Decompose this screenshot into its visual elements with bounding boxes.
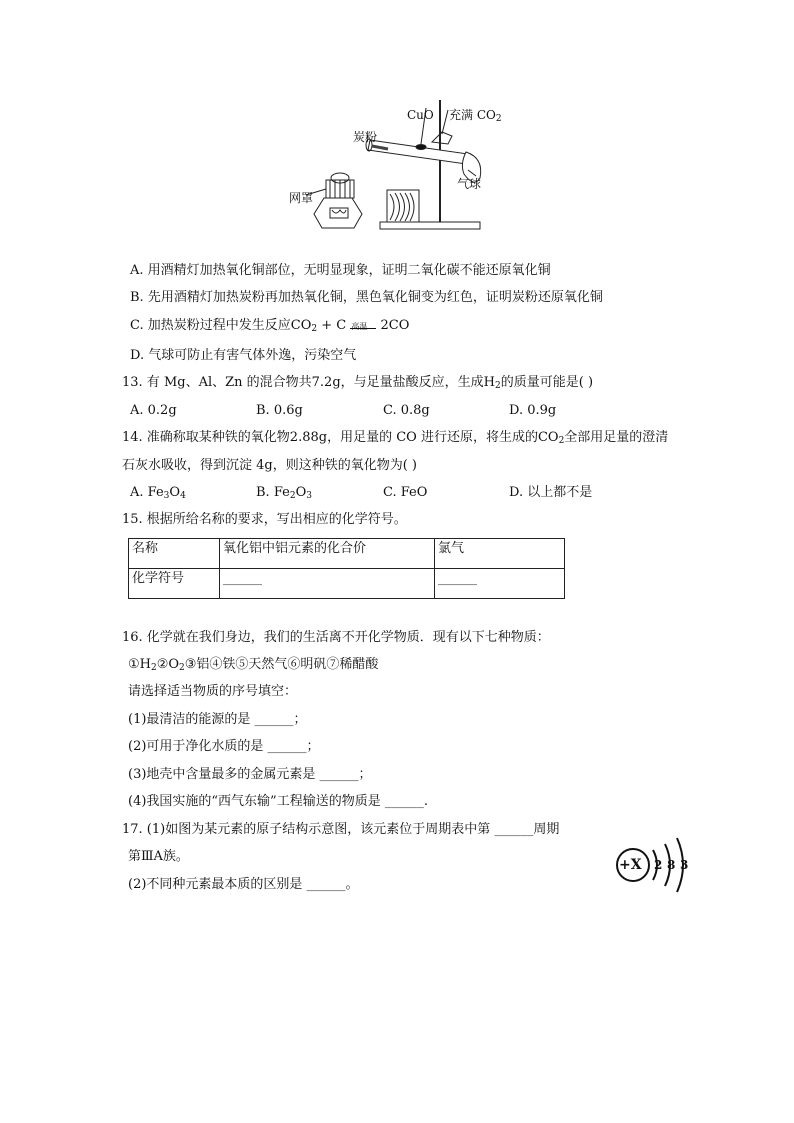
- label-balloon: 气球: [457, 177, 482, 191]
- atom-shell-2-electrons: 8: [667, 858, 676, 872]
- q13-option-a: A. 0.2g: [130, 403, 177, 418]
- q12-option-a: A. 用酒精灯加热氧化铜部位，无明显现象，证明二氧化碳不能还原氧化铜: [130, 263, 551, 278]
- q15-table: [128, 538, 565, 599]
- answer-blank[interactable]: ______: [435, 569, 565, 599]
- q16-part-3: (3)地壳中含量最多的金属元素是 ______；: [128, 767, 372, 782]
- table-row: [129, 569, 565, 599]
- q17-part-1-line2: 第ⅢA族。: [128, 849, 189, 864]
- table-header-cell: 氯气: [435, 539, 565, 569]
- q14-option-a: A. $Fe_3O_4$: [130, 485, 186, 501]
- answer-blank[interactable]: ______: [220, 569, 435, 599]
- q16-substances: $①H_2②O_2③$铝④铁⑤天然气⑥明矾⑦稀醋酸: [128, 657, 379, 673]
- table-row: [129, 539, 565, 569]
- q14-stem-line2: 石灰水吸收，得到沉淀 4g，则这种铁的氧化物为( ): [122, 458, 418, 473]
- atom-shell-3-electrons: 3: [680, 858, 689, 872]
- table-header-cell: 氧化铝中铝元素的化合价: [220, 539, 435, 569]
- q13-stem: 13. 有 Mg、Al、Zn 的混合物共7.2g，与足量盐酸反应，生成$H_2$的质量可能是( ): [122, 375, 594, 391]
- label-net-cover: 网罩: [289, 191, 314, 205]
- q12-option-d: D. 气球可防止有害气体外逸，污染空气: [130, 348, 357, 363]
- q16-part-4: (4)我国实施的“西气东输”工程输送的物质是 ______.: [128, 794, 428, 809]
- q13-option-c: C. 0.8g: [383, 403, 430, 418]
- q16-part-1: (1)最清洁的能源的是 ______；: [128, 712, 307, 727]
- table-header-cell: 名称: [129, 539, 220, 569]
- label-carbon-powder: 炭粉: [353, 130, 378, 144]
- q16-instruction: 请选择适当物质的序号填空：: [128, 684, 298, 699]
- q15-stem: 15. 根据所给名称的要求，写出相应的化学符号。: [122, 512, 407, 527]
- label-co2: 充满 $CO_2$: [449, 108, 502, 124]
- q12-option-b: B. 先用酒精灯加热炭粉再加热氧化铜，黑色氧化铜变为红色，证明炭粉还原氧化铜: [130, 290, 603, 305]
- q12-option-c: C. 加热炭粉过程中发生反应$CO_2 + C$ 高温 2CO: [130, 318, 410, 334]
- q17-part-2: (2)不同种元素最本质的区别是 ______。: [128, 877, 359, 892]
- atom-nucleus: +X: [619, 857, 642, 873]
- q14-option-c: C. FeO: [383, 485, 428, 500]
- q13-option-d: D. 0.9g: [509, 403, 557, 418]
- q16-part-2: (2)可用于净化水质的是 ______；: [128, 739, 320, 754]
- atom-shell-1-electrons: 2: [654, 858, 663, 872]
- q14-option-d: D. 以上都不是: [509, 485, 593, 500]
- q13-option-b: B. 0.6g: [256, 403, 303, 418]
- label-cuo: CuO: [407, 108, 434, 122]
- table-row-label: 化学符号: [129, 569, 220, 599]
- atom-structure-diagram: [613, 836, 693, 896]
- q17-part-1-line1: 17. (1)如图为某元素的原子结构示意图，该元素位于周期表中第 ______周期: [122, 822, 560, 837]
- q14-option-b: B. $Fe_2O_3$: [256, 485, 312, 501]
- reaction-condition: 高温: [350, 326, 376, 329]
- q16-stem: 16. 化学就在我们身边，我们的生活离不开化学物质．现有以下七种物质：: [122, 630, 550, 645]
- q14-stem-line1: 14. 准确称取某种铁的氧化物2.88g，用足量的 CO 进行还原，将生成的$CO_2$全部用足量的澄清: [122, 430, 669, 446]
